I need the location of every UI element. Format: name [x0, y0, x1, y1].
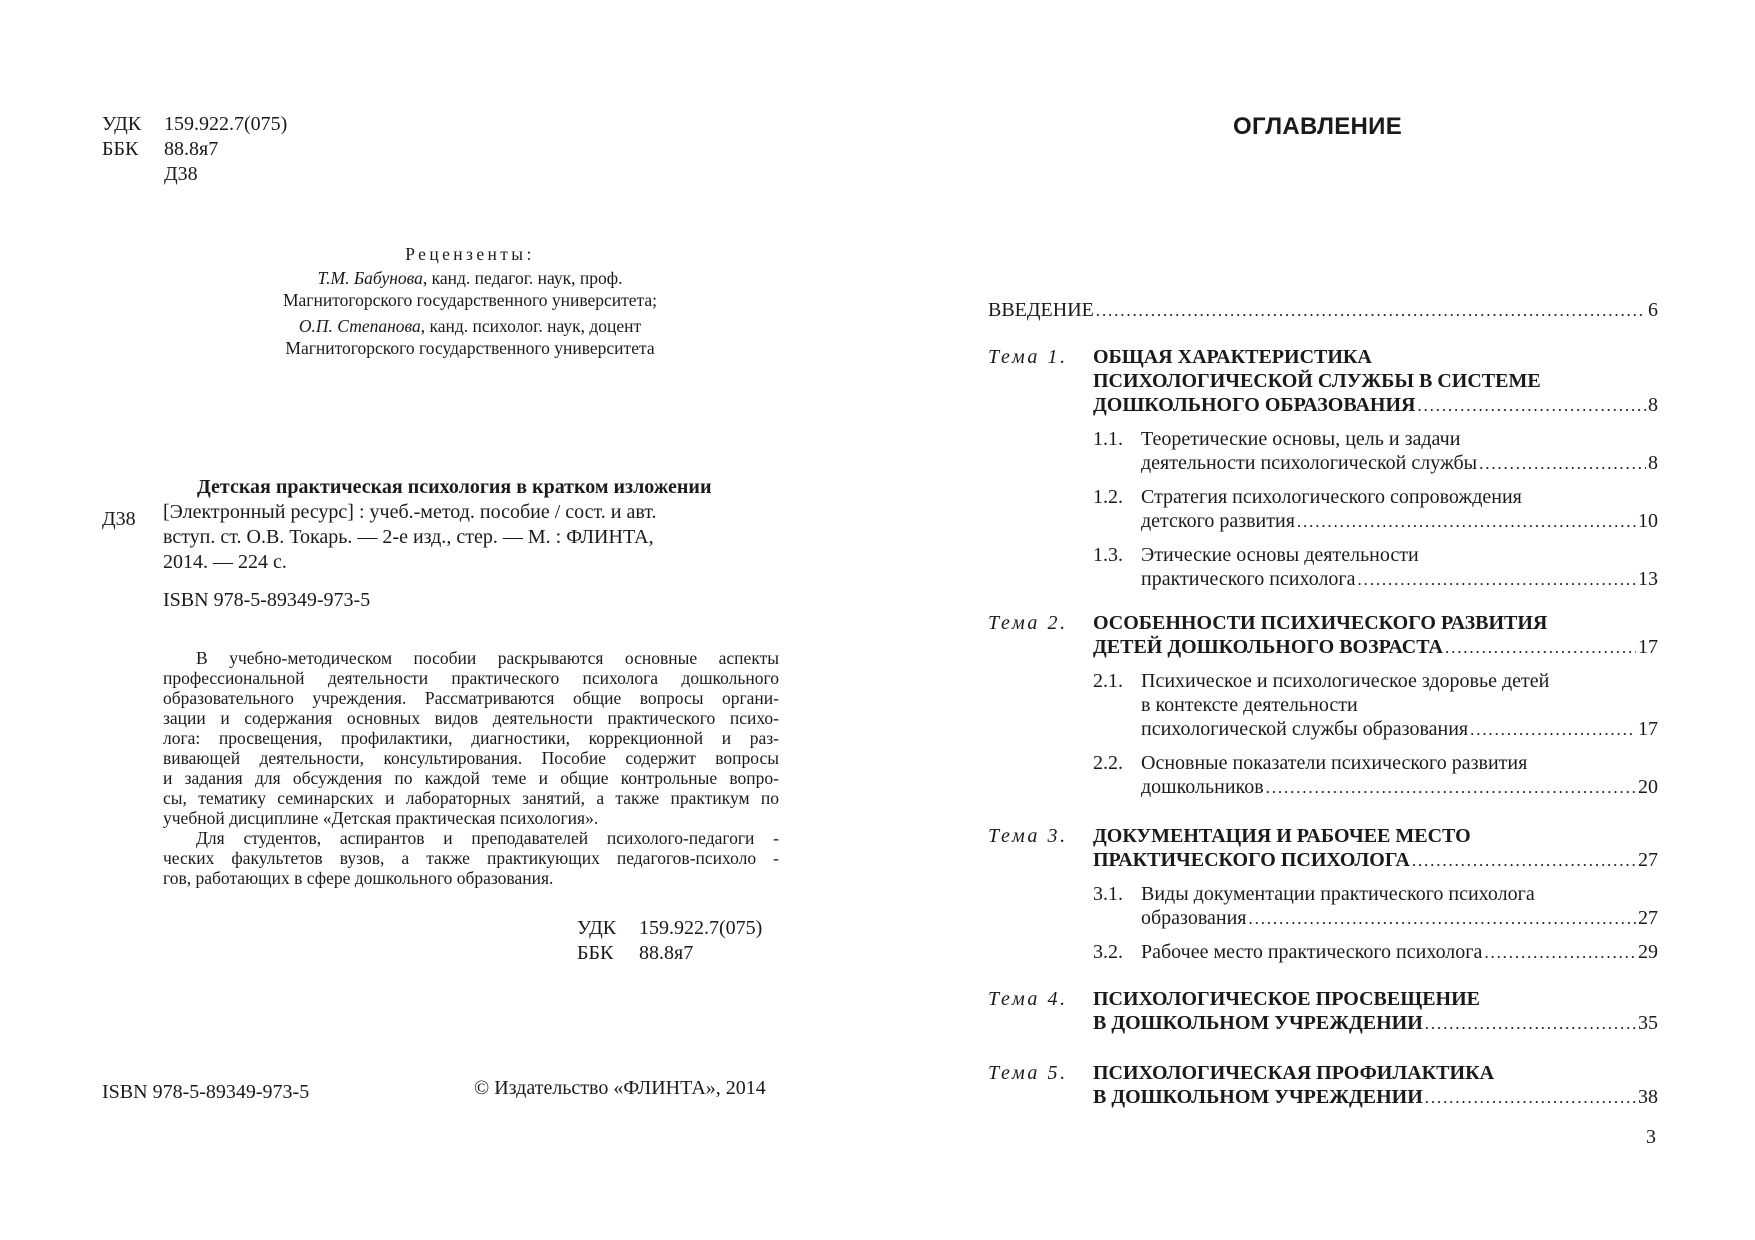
topic-title-last-line: [1093, 848, 1658, 873]
subsection-number: 3.1.: [1093, 883, 1123, 905]
subsection-line: Основные показатели психического развития: [1141, 752, 1528, 774]
udk-key: УДК: [577, 917, 617, 939]
copyright-notice: © Издательство «ФЛИНТА», 2014: [474, 1077, 766, 1099]
subsection-line: Психическое и психологическое здоровье детей: [1141, 670, 1550, 692]
toc-page-number: 38: [1638, 1086, 1658, 1108]
catalog-description: [102, 500, 782, 575]
topic-title-line: ОСОБЕННОСТИ ПСИХИЧЕСКОГО РАЗВИТИЯ: [1093, 612, 1548, 634]
toc-page-number: 8: [1648, 394, 1658, 416]
toc-page-number: 17: [1638, 636, 1658, 658]
topic-title: [1093, 1061, 1658, 1110]
annotation-line: зации и содержания основных видов деятельности практического психо-: [163, 708, 779, 728]
topic-title-line: ДЕТЕЙ ДОШКОЛЬНОГО ВОЗРАСТА: [1093, 636, 1443, 658]
subsection-last-line: [1141, 775, 1658, 800]
annotation-paragraph-1: [163, 648, 779, 828]
reviewer-1-affiliation: Магнитогорского государственного университета;: [282, 290, 658, 310]
annotation-line: учебной дисциплине «Детская практическая психология».: [163, 808, 599, 828]
subsection-last-line: [1141, 717, 1658, 742]
udk-value: 159.922.7(075): [639, 917, 763, 939]
topic-title-last-line: [1093, 1085, 1658, 1110]
subsection-line: образования: [1141, 907, 1247, 929]
bbk-key: ББК: [102, 138, 139, 160]
dot-leader: [1297, 509, 1636, 534]
toc-heading: ОГЛАВЛЕНИЕ: [1233, 113, 1403, 140]
dot-leader: [1425, 1085, 1636, 1110]
reviewer-2-name: О.П. Степанова: [298, 316, 421, 336]
subsection-line: практического психолога: [1141, 568, 1356, 590]
topic-label: Тема 4.: [988, 988, 1068, 1010]
dot-leader: [1096, 298, 1646, 323]
subsection-list: [1093, 882, 1658, 965]
toc-topic-3[interactable]: [988, 824, 1658, 965]
toc-subsection-2-2[interactable]: [1093, 751, 1658, 800]
toc-page-number: 20: [1638, 776, 1658, 798]
toc-topic-1[interactable]: [988, 345, 1658, 592]
bbk-value: 88.8я7: [639, 942, 694, 964]
subsection-last-line: [1141, 906, 1658, 931]
subsection-number: 2.1.: [1093, 670, 1123, 692]
topic-title-line: ДОКУМЕНТАЦИЯ И РАБОЧЕЕ МЕСТО: [1093, 825, 1471, 847]
author-mark-value: Д38: [164, 163, 198, 185]
toc-subsection-3-1[interactable]: [1093, 882, 1658, 931]
subsection-line: в контексте деятельности: [1141, 694, 1358, 716]
page-number: 3: [1646, 1126, 1656, 1148]
dot-leader: [1249, 906, 1637, 931]
toc-page-number: 27: [1638, 907, 1658, 929]
catalog-code: Д38: [102, 508, 136, 530]
annotation-line: и задания для обсуждения по каждой теме и общие контрольные вопро-: [163, 768, 779, 788]
reviewers-heading: Рецензенты:: [405, 244, 535, 264]
bbk-key: ББК: [577, 942, 614, 964]
reviewer-2: [170, 315, 770, 359]
toc-page-number: 27: [1638, 849, 1658, 871]
annotation-line: В учебно-методическом пособии раскрываются основные аспекты: [196, 648, 779, 668]
topic-title-last-line: [1093, 635, 1658, 660]
dot-leader: [1470, 717, 1636, 742]
catalog-isbn: ISBN 978-5-89349-973-5: [163, 589, 371, 611]
subsection-line: детского развития: [1141, 510, 1295, 532]
annotation-line: сы, тематику семинарских и лабораторных занятий, а также практикум по: [163, 788, 779, 808]
annotation-line: образовательного учреждения. Рассматриваются общие вопросы органи-: [163, 688, 779, 708]
udk-key: УДК: [102, 113, 142, 135]
toc-page-number: 29: [1638, 941, 1658, 963]
isbn-footer: ISBN 978-5-89349-973-5: [102, 1081, 310, 1103]
reviewer-1: [170, 267, 770, 311]
dot-leader: [1358, 567, 1636, 592]
dot-leader: [1479, 451, 1646, 476]
toc-entry-intro[interactable]: [988, 298, 1658, 323]
toc-subsection-1-1[interactable]: [1093, 427, 1658, 476]
topic-title-last-line: [1093, 1011, 1658, 1036]
toc-page-number: 13: [1638, 568, 1658, 590]
udk-row: [102, 112, 287, 137]
topic-title: [1093, 824, 1658, 873]
subsection-number: 2.2.: [1093, 752, 1123, 774]
toc-page-number: 35: [1638, 1012, 1658, 1034]
subsection-line: психологической службы образования: [1141, 718, 1469, 740]
topic-title-line: ДОШКОЛЬНОГО ОБРАЗОВАНИЯ: [1093, 394, 1416, 416]
subsection-line: деятельности психологической службы: [1141, 452, 1478, 474]
topic-title: [1093, 987, 1658, 1036]
subsection-last-line: [1141, 509, 1658, 534]
subsection-line: Стратегия психологического сопровождения: [1141, 486, 1522, 508]
subsection-line: дошкольников: [1141, 776, 1264, 798]
subsection-number: 1.1.: [1093, 428, 1123, 450]
toc-topic-5[interactable]: [988, 1061, 1658, 1110]
topic-title-line: В ДОШКОЛЬНОМ УЧРЕЖДЕНИИ: [1093, 1086, 1423, 1108]
dot-leader: [1484, 940, 1636, 965]
topic-title-line: В ДОШКОЛЬНОМ УЧРЕЖДЕНИИ: [1093, 1012, 1423, 1034]
subsection-number: 1.3.: [1093, 544, 1123, 566]
subsection-list: [1093, 669, 1658, 800]
topic-title-line: ПРАКТИЧЕСКОГО ПСИХОЛОГА: [1093, 849, 1410, 871]
annotation-text: [163, 648, 779, 888]
toc-page-number: 10: [1638, 510, 1658, 532]
toc-page-number: 6: [1648, 299, 1658, 321]
topic-title: [1093, 611, 1658, 660]
annotation-paragraph-2: [163, 828, 779, 888]
catalog-desc-line: [Электронный ресурс] : учеб.-метод. пособие / сост. и авт.: [163, 501, 657, 523]
toc-subsection-1-3[interactable]: [1093, 543, 1658, 592]
annotation-line: лога: просвещения, профилактики, диагностики, коррекционной и раз-: [163, 728, 779, 748]
reviewer-2-title: , канд. психолог. наук, доцент: [420, 316, 642, 336]
bbk-value: 88.8я7: [164, 138, 219, 160]
subsection-line: Этические основы деятельности: [1141, 544, 1419, 566]
annotation-line: вивающей деятельности, консультирования. Пособие содержит вопросы: [163, 748, 779, 768]
subsection-list: [1093, 427, 1658, 592]
bbk-row: [102, 137, 287, 162]
annotation-line: ческих факультетов вузов, а также практикующих педагогов-психоло -: [163, 848, 779, 868]
topic-title-last-line: [1093, 393, 1658, 418]
topic-label: Тема 5.: [988, 1062, 1068, 1084]
subsection-last-line: [1141, 567, 1658, 592]
annotation-line: Для студентов, аспирантов и преподавателей психолого-педагоги -: [196, 828, 779, 848]
subsection-last-line: [1141, 940, 1658, 965]
book-title: Детская практическая психология в кратком изложении: [197, 476, 712, 498]
toc-topic-2[interactable]: [988, 611, 1658, 800]
catalog-desc-line: вступ. ст. О.В. Токарь. — 2-е изд., стер. — М. : ФЛИНТА,: [163, 526, 654, 548]
dot-leader: [1445, 635, 1636, 660]
subsection-line: Теоретические основы, цель и задачи: [1141, 428, 1461, 450]
udk-block-bottom: [577, 916, 762, 966]
subsection-number: 3.2.: [1093, 941, 1123, 963]
subsection-line: Виды документации практического психолога: [1141, 883, 1535, 905]
dot-leader: [1412, 848, 1636, 873]
topic-title-line: ОБЩАЯ ХАРАКТЕРИСТИКА: [1093, 346, 1372, 368]
udk-value: 159.922.7(075): [164, 113, 288, 135]
catalog-desc-line: 2014. — 224 с.: [163, 551, 287, 573]
topic-label: Тема 1.: [988, 346, 1068, 368]
topic-title-line: ПСИХОЛОГИЧЕСКОЙ СЛУЖБЫ В СИСТЕМЕ: [1093, 370, 1541, 392]
topic-label: Тема 3.: [988, 825, 1068, 847]
annotation-line: профессиональной деятельности практического психолога дошкольного: [163, 668, 779, 688]
reviewers-block: [170, 243, 770, 363]
toc-page-number: 17: [1638, 718, 1658, 740]
subsection-number: 1.2.: [1093, 486, 1123, 508]
dot-leader: [1266, 775, 1636, 800]
toc-subsection-1-2[interactable]: [1093, 485, 1658, 534]
topic-title: [1093, 345, 1658, 418]
toc-page-number: 8: [1648, 452, 1658, 474]
topic-title-line: ПСИХОЛОГИЧЕСКАЯ ПРОФИЛАКТИКА: [1093, 1062, 1495, 1084]
author-mark-key: [102, 162, 164, 187]
reviewer-1-name: Т.М. Бабунова: [317, 268, 423, 288]
toc-subsection-3-2[interactable]: [1093, 940, 1658, 965]
dot-leader: [1425, 1011, 1636, 1036]
subsection-last-line: [1141, 451, 1658, 476]
topic-label: Тема 2.: [988, 612, 1068, 634]
udk-row: [577, 916, 762, 941]
subsection-line: Рабочее место практического психолога: [1141, 941, 1483, 963]
toc-topic-4[interactable]: [988, 987, 1658, 1036]
dot-leader: [1417, 393, 1646, 418]
author-mark-row: [102, 162, 287, 187]
topic-title-line: ПСИХОЛОГИЧЕСКОЕ ПРОСВЕЩЕНИЕ: [1093, 988, 1480, 1010]
reviewer-2-affiliation: Магнитогорского государственного университета: [285, 338, 655, 358]
reviewer-1-title: , канд. педагог. наук, проф.: [422, 268, 623, 288]
toc-entry-label: ВВЕДЕНИЕ: [988, 299, 1094, 321]
udk-block-top: [102, 112, 287, 187]
toc-subsection-2-1[interactable]: [1093, 669, 1658, 742]
annotation-line: гов, работающих в сфере дошкольного образования.: [163, 868, 554, 888]
bbk-row: [577, 941, 762, 966]
catalog-record: [102, 475, 782, 612]
